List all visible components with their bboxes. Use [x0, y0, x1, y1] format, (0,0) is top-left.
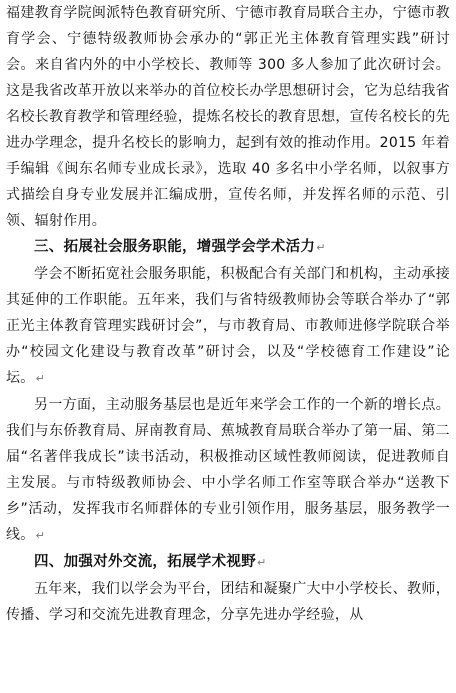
paragraph-1: [6, 0, 450, 234]
paragraph-mark-icon: ↵: [257, 556, 267, 569]
section-heading-4: [6, 549, 450, 576]
paragraph-2: [6, 261, 450, 392]
paragraph-2-text: 学会不断拓宽社会服务职能，积极配合有关部门和机构，主动承接其延伸的工作职能。五年来，我们与省特级教师协会等联合举办了“郭正光主体教育管理实践研讨会”，与市教育局、市教师进修学院联合举办“校园文化建设与教育改革”研讨会，以及“学校德育工作建设”论坛。: [6, 266, 450, 386]
section-heading-4-text: 四、加强对外交流，拓展学术视野: [34, 554, 256, 570]
section-heading-3: [6, 234, 450, 261]
paragraph-1-text: 福建教育学院闽派特色教育研究所、宁德市教育局联合主办，宁德市教育学会、宁德特级教师协会承办的“郭正光主体教育管理实践”研讨会。来自省内外的中小学校长、教师等 300 多人参加了此次研讨会。这是我省改革开放以来举办的首位校长办学思想研讨会，它为总结我省名校长教育教学和管理经验，提炼名校长的教育思想，宣传名校长的先进办学理念，提升名校长的影响力，起到有效的推动作用。2015 年着手编辑《闽东名师专业成长录》，选取 40 多名中小学名师，以叙事方式描绘自身专业发展并汇编成册，宣传名师，并发挥名师的示范、引领、辐射作用。: [6, 5, 450, 229]
paragraph-mark-icon: ↵: [35, 529, 46, 542]
paragraph-4-text: 五年来，我们以学会为平台，团结和凝聚广大中小学校长、教师，传播、学习和交流先进教育理念，分享先进办学经验，从: [6, 581, 450, 623]
paragraph-3: [6, 392, 450, 549]
section-heading-3-text: 三、拓展社会服务职能，增强学会学术活力: [34, 239, 316, 255]
paragraph-mark-icon: ↵: [35, 372, 46, 385]
paragraph-mark-icon: ↵: [316, 241, 326, 254]
paragraph-4: [6, 576, 450, 628]
paragraph-3-text: 另一方面，主动服务基层也是近年来学会工作的一个新的增长点。我们与东侨教育局、屏南教育局、蕉城教育局联合举办了第一届、第二届“名著伴我成长”读书活动，积极推动区域性教师阅读，促进教师自主发展。与市特级教师协会、中小学名师工作室等联合举办“送教下乡”活动，发挥我市名师群体的专业引领作用，服务基层，服务教学一线。: [6, 397, 450, 543]
